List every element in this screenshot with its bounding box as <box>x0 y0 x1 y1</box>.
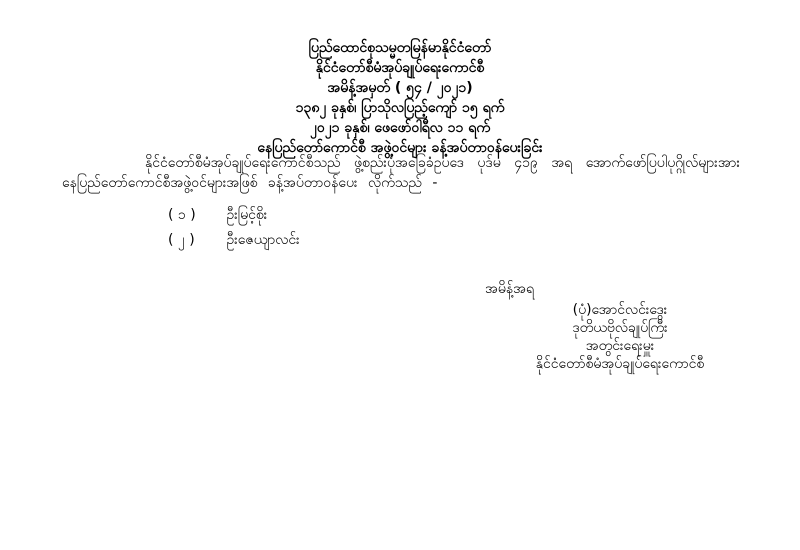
date-myanmar-calendar: ၁၃၈၂ ခုနှစ်၊ ပြာသိုလပြည့်ကျော် ၁၅ ရက် <box>295 100 505 116</box>
appointee-number: ( ၂ ) <box>168 232 195 248</box>
appointee-number: ( ၁ ) <box>168 207 196 223</box>
header-council-name: နိုင်ငံတော်စီမံအုပ်ချုပ်ရေးကောင်စီ <box>315 60 485 76</box>
signatory-title: အတွင်းရေးမှူး <box>585 338 655 354</box>
date-gregorian-calendar: ၂၀၂၁ ခုနှစ်၊ ဖေဖော်ဝါရီလ ၁၁ ရက် <box>309 120 491 136</box>
appointee-row <box>168 205 300 225</box>
signature-block <box>480 301 760 373</box>
signatory-organization: နိုင်ငံတော်စီမံအုပ်ချုပ်ရေးကောင်စီ <box>535 356 705 372</box>
order-number: အမိန့်အမှတ် ( ၅၄ / ၂၀၂၁) <box>327 80 473 96</box>
signatory-name: (ပုံ)အောင်လင်းဒွေး <box>572 302 668 318</box>
appointee-name: ဦးဇေယျာလင်း <box>226 232 300 248</box>
by-order-label: အမိန့်အရ <box>485 281 534 297</box>
appointee-row <box>168 230 300 250</box>
appointee-list <box>168 205 300 255</box>
appointee-name: ဦးမြင့်စိုး <box>226 207 268 223</box>
header-country-name: ပြည်ထောင်စုသမ္မတမြန်မာနိုင်ငံတော် <box>308 40 492 56</box>
signatory-rank: ဒုတိယဗိုလ်ချုပ်ကြီး <box>572 320 668 336</box>
subject-line: နေပြည်တော်ကောင်စီ အဖွဲ့ဝင်များ ခန့်အပ်တာဝန်ပေးခြင်း <box>257 140 543 156</box>
body-paragraph: နိုင်ငံတော်စီမံအုပ်ချုပ်ရေးကောင်စီသည် ဖွဲ့စည်းပုံအခြေခံဥပဒေ ပုဒ်မ ၄၁၉ အရ အောက်ဖော်ပြပါပုဂ္ဂိုလ်များအား နေပြည်တော်ကောင်စီအဖွဲ့ဝင်များအဖြစ် ခန့်အပ်တာဝန်ပေး လိုက်သည် - <box>62 155 740 191</box>
document-header <box>0 38 800 158</box>
